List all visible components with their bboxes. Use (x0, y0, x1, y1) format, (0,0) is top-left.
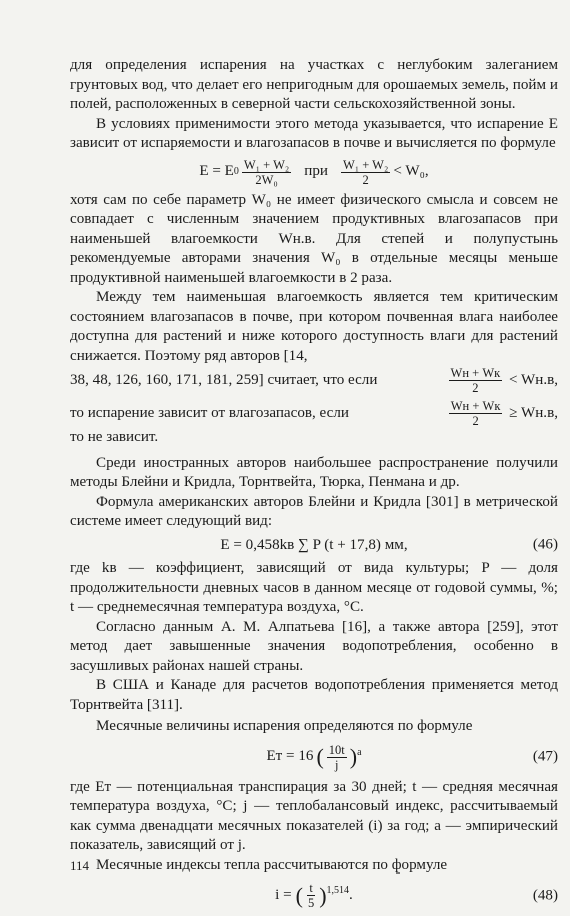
formula-1-lhs: E = E (199, 163, 234, 180)
page-number: 114 (70, 858, 90, 873)
formula-2-num: Wн + Wк (450, 366, 501, 380)
paragraph-5: Среди иностранных авторов наибольшее распространение получили методы Блейни и Кридла, Торнтвейта, Тюрка, Пенмана и др. (70, 454, 558, 490)
formula-3-den: 2 (472, 414, 479, 428)
formula-47-fraction (327, 743, 347, 772)
formula-48-dot: . (349, 886, 353, 903)
formula-48-num: t (309, 881, 313, 895)
formula-48-fraction (306, 881, 316, 910)
formula-46-number: (46) (532, 536, 558, 553)
formula-1-cond: при (304, 163, 328, 180)
formula-1-sub: 0 (233, 166, 239, 178)
paragraph-1: для определения испарения на участках с неглубоким залеганием грунтовых вод, что делает его непригодным для орошаемых земель, пойм и полей, расположенных в северной части сельскохозяйственной зоны. (70, 57, 558, 112)
paragraph-4a: Между тем наименьшая влагоемкость является тем критическим состоянием влагозапасов в почве, при котором почвенная влага наиболее доступна для растений и ниже которого доступность влаги для растений снижается. Поэтому ряд авторов [14, (70, 289, 558, 364)
formula-48-den: 5 (307, 896, 315, 910)
formula-1-fraction-2 (341, 158, 390, 187)
formula-47-den: j (335, 757, 339, 772)
paragraph-4c: то испарение зависит от влагозапасов, если (70, 404, 349, 421)
paragraph-4-line-2 (70, 399, 558, 428)
formula-47-lhs: Eт = 16 (266, 748, 314, 765)
formula-3-rhs: ≥ Wн.в, (509, 404, 558, 421)
paragraph-11: где Eт — потенциальная транспирация за 30 дней; t — средняя месячная температура воздуха, °C; j — теплобалансовый индекс, рассчитываемый как сумма двенадцати месячных показателей (i) за год; a — эмпирический показатель, зависящий от j. (70, 778, 558, 853)
formula-47-power: a (357, 746, 362, 758)
paragraph-6: Формула американских авторов Блейни и Кридла [301] в метрической системе имеет следующий вид: (70, 493, 558, 529)
paragraph-4-line (70, 366, 558, 395)
formula-1-num: W₁ + W₂ (243, 157, 290, 172)
formula-46-body: E = 0,458kв ∑ P (t + 17,8) мм, (220, 536, 408, 553)
formula-1-num-2: W₁ + W₂ (342, 157, 389, 172)
paragraph-12: Месячные индексы тепла рассчитываются по формуле (96, 856, 448, 873)
formula-2-rhs: < Wн.в, (508, 371, 558, 388)
paragraph-7: где kв — коэффициент, зависящий от вида культуры; P — доля продолжительности дневных часов в данном месяце от годовой суммы, %; t — среднемесячная температура воздуха, °C. (70, 560, 558, 615)
formula-47-number: (47) (532, 748, 558, 765)
formula-46 (70, 536, 558, 556)
paragraph-4d: то не зависит. (70, 429, 159, 445)
formula-48-lhs: i = (275, 886, 292, 903)
formula-48-power: 1,514 (326, 885, 350, 896)
formula-48: i = ( $\frac{t}{5}$ ) $^{1,514}$ . (48) (275, 881, 558, 910)
formula-1-rhs: < W₀, (393, 163, 429, 180)
formula-47: Eт = 16 ( $\frac{10t}{j}$ ) $^a$ (47) (266, 742, 558, 772)
page-body (70, 56, 558, 916)
paragraph-9: В США и Канаде для расчетов водопотребления применяется метод Торнтвейта [311]. (70, 677, 558, 713)
formula-1-fraction (242, 158, 291, 187)
formula-47-num: 10t (328, 742, 345, 757)
formula-1 (70, 158, 558, 187)
formula-48-number: (48) (532, 886, 558, 903)
formula-1-den-2: 2 (362, 172, 369, 187)
paragraph-2: В условиях применимости этого метода указывается, что испарение E зависит от испаряемости и влагозапасов в почве и вычисляется по формуле (70, 115, 558, 151)
paragraph-3: хотя сам по себе параметр W₀ не имеет физического смысла и совсем не совпадает с численным значением продуктивных влагозапасов при наименьшей влагоемкости Wн.в. Для степей и полупустынь рекомендуемые авторами значения W₀ в отдельные месяцы меньше продуктивной наименьшей влагоемкости в 2 раза. (70, 191, 558, 286)
formula-1-den: 2W₀ (255, 172, 278, 187)
formula-2-fraction (449, 366, 503, 395)
print-mark (396, 872, 400, 874)
paragraph-8: Согласно данным А. М. Алпатьева [16], а также автора [259], этот метод дает завышенные значения водопотребления, особенно в засушливых районах нашей страны. (70, 618, 558, 674)
formula-2-den: 2 (472, 381, 479, 395)
formula-3-num: Wн + Wк (450, 399, 501, 413)
formula-3-fraction (449, 399, 503, 428)
paragraph-10: Месячные величины испарения определяются по формуле (96, 718, 473, 734)
paragraph-4b: 38, 48, 126, 160, 171, 181, 259] считает, что если (70, 371, 378, 388)
